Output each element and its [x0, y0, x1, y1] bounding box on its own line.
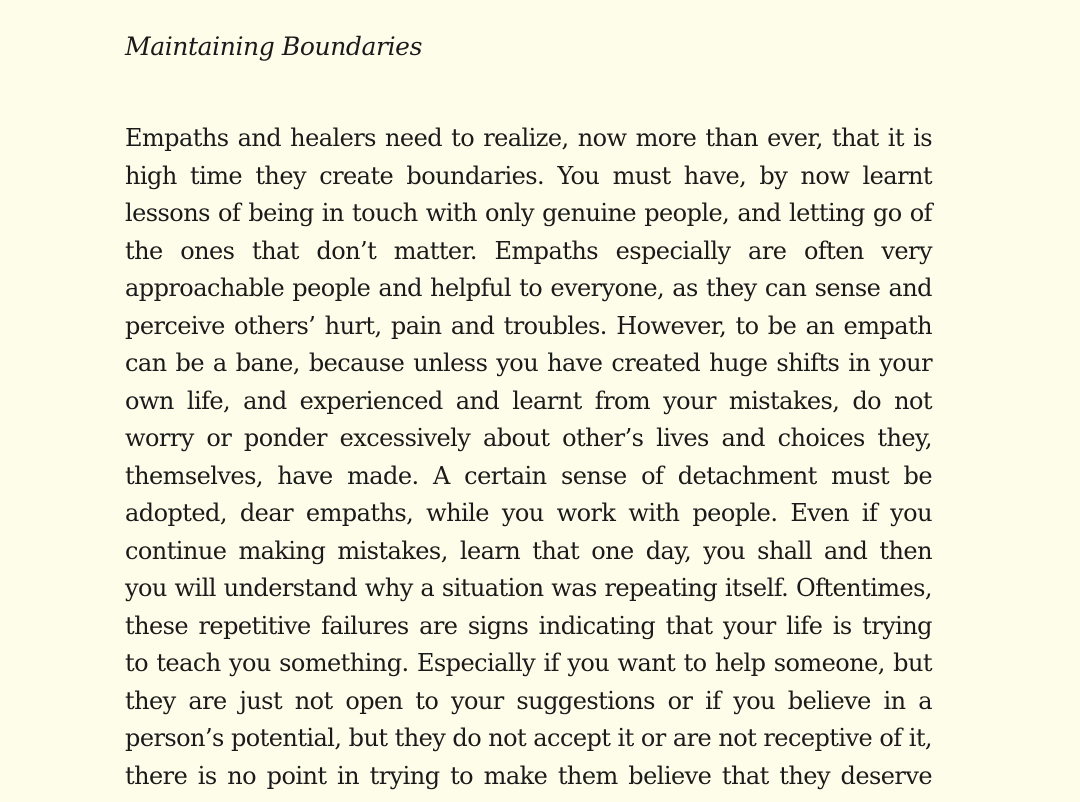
text-line: you will understand why a situation was repeating itself. Oftentimes, — [125, 574, 932, 602]
text-line: can be a bane, because unless you have created huge shifts in your — [125, 349, 932, 377]
text-line: adopted, dear empaths, while you work with people. Even if you — [125, 499, 932, 527]
text-line: perceive others’ hurt, pain and troubles. However, to be an empath — [125, 311, 932, 340]
chapter-title: Maintaining Boundaries — [125, 32, 422, 61]
text-line: these repetitive failures are signs indicating that your life is trying — [125, 611, 932, 640]
text-line: worry or ponder excessively about other’s lives and choices they, — [125, 424, 932, 452]
text-line: high time they create boundaries. You must have, by now learnt — [125, 161, 932, 190]
text-line: continue making mistakes, learn that one day, you shall and then — [125, 536, 932, 565]
text-line: there is no point in trying to make them believe that they deserve — [125, 761, 932, 790]
text-line: to teach you something. Especially if you want to help someone, but — [125, 649, 932, 677]
text-line: person’s potential, but they do not accept it or are not receptive of it, — [125, 724, 932, 752]
body-paragraph — [125, 120, 932, 795]
text-line: the ones that don’t matter. Empaths especially are often very — [125, 236, 932, 265]
text-line: own life, and experienced and learnt from your mistakes, do not — [125, 386, 932, 415]
text-line: they are just not open to your suggestions or if you believe in a — [125, 686, 932, 715]
text-line: Empaths and healers need to realize, now more than ever, that it is — [125, 124, 932, 152]
text-line: lessons of being in touch with only genuine people, and letting go of — [125, 199, 932, 227]
text-line: themselves, have made. A certain sense of detachment must be — [125, 461, 932, 490]
text-line: approachable people and helpful to everyone, as they can sense and — [125, 274, 932, 302]
